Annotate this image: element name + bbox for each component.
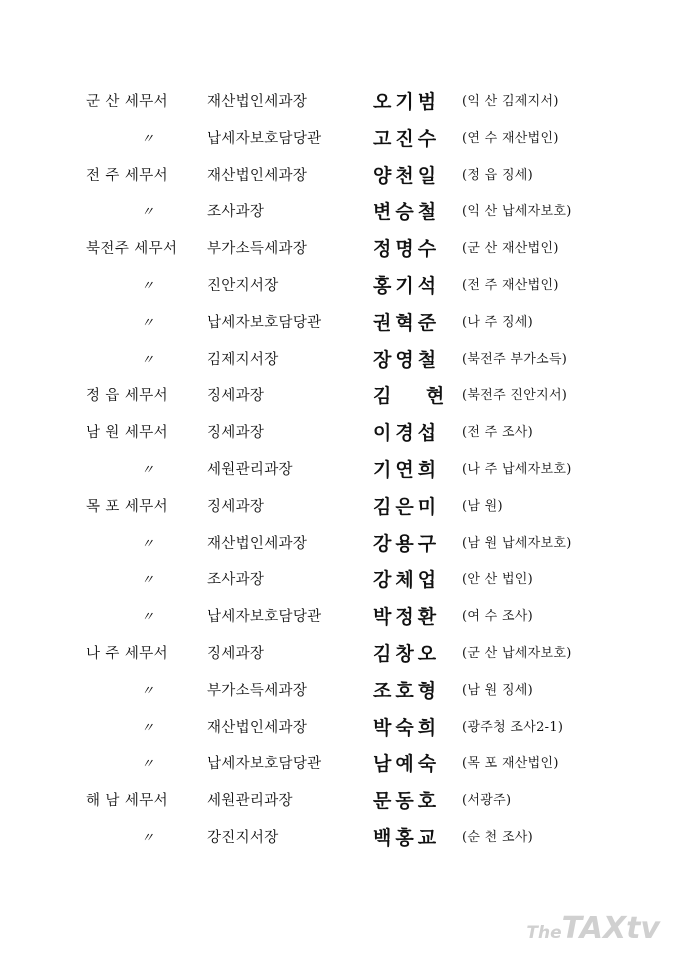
previous-post: (연 수 재산법인): [462, 130, 559, 146]
office-name: 나 주 세무서: [86, 645, 169, 662]
watermark-tax: TAX: [561, 911, 627, 946]
office-name: [86, 526, 196, 563]
person-name: 김은미: [373, 495, 441, 518]
person-name: 양천일: [373, 164, 441, 187]
department: 세원관리과장: [207, 793, 293, 810]
ditto-mark: 〃: [141, 462, 154, 478]
department: 납세자보호담당관: [207, 756, 322, 773]
office-name: [86, 305, 196, 342]
ditto-mark: 〃: [141, 573, 154, 589]
office-name: [86, 562, 196, 599]
list-row: [0, 84, 680, 121]
department: 재산법인세과장: [207, 719, 308, 736]
person-name: 권혁준: [373, 311, 441, 334]
list-row: [0, 452, 680, 489]
office-name: [86, 673, 196, 710]
previous-post: (남 원 징세): [462, 682, 534, 698]
list-row: [0, 268, 680, 305]
person-name: 조호형: [373, 679, 441, 702]
previous-post: (군 산 납세자보호): [462, 645, 572, 661]
list-row: [0, 489, 680, 526]
person-name: 고진수: [373, 127, 441, 150]
department: 납세자보호담당관: [207, 609, 322, 626]
previous-post: (목 포 재산법인): [462, 756, 559, 772]
office-name: 북전주 세무서: [86, 241, 178, 258]
department: 부가소득세과장: [207, 682, 308, 699]
list-row: [0, 820, 680, 857]
person-name: 홍기석: [373, 274, 441, 297]
person-name: 백홍교: [373, 826, 441, 849]
previous-post: (익 산 납세자보호): [462, 204, 572, 220]
list-row: [0, 194, 680, 231]
department: 진안지서장: [207, 277, 279, 294]
previous-post: (여 수 조사): [462, 609, 534, 625]
list-row: [0, 231, 680, 268]
previous-post: (나 주 납세자보호): [462, 461, 572, 477]
previous-post: (남 원 납세자보호): [462, 535, 572, 551]
ditto-mark: 〃: [141, 830, 154, 846]
person-name: 김창오: [373, 642, 441, 665]
department: 세원관리과장: [207, 461, 293, 478]
department: 재산법인세과장: [207, 167, 308, 184]
person-name: 장영철: [373, 348, 441, 371]
office-name: 남 원 세무서: [86, 425, 169, 442]
list-row: [0, 526, 680, 563]
ditto-mark: 〃: [141, 205, 154, 221]
department: 조사과장: [207, 204, 265, 221]
list-row: [0, 378, 680, 415]
ditto-mark: 〃: [141, 536, 154, 552]
department: 징세과장: [207, 388, 265, 405]
office-name: 해 남 세무서: [86, 793, 169, 810]
department: 조사과장: [207, 572, 265, 589]
office-name: 전 주 세무서: [86, 167, 169, 184]
office-name: [86, 746, 196, 783]
person-name: 강용구: [373, 532, 441, 555]
department: 김제지서장: [207, 351, 279, 368]
person-name: 문동호: [373, 790, 441, 813]
person-name: 정명수: [373, 238, 441, 261]
previous-post: (전 주 재산법인): [462, 277, 559, 293]
department: 징세과장: [207, 425, 265, 442]
watermark-tv: tv: [626, 911, 660, 946]
person-name: 남예숙: [373, 753, 441, 776]
personnel-list: [0, 84, 680, 857]
list-row: [0, 121, 680, 158]
list-row: [0, 783, 680, 820]
office-name: 군 산 세무서: [86, 94, 169, 110]
department: 징세과장: [207, 645, 265, 662]
previous-post: (광주청 조사2-1): [462, 719, 564, 735]
list-row: [0, 415, 680, 452]
department: 강진지서장: [207, 829, 279, 846]
list-row: [0, 342, 680, 379]
previous-post: (전 주 조사): [462, 425, 534, 441]
office-name: [86, 599, 196, 636]
previous-post: (북전주 부가소득): [462, 351, 568, 367]
previous-post: (안 산 법인): [462, 572, 534, 588]
office-name: [86, 452, 196, 489]
department: 납세자보호담당관: [207, 314, 322, 331]
list-row: [0, 673, 680, 710]
person-name: 김 현: [373, 385, 459, 408]
ditto-mark: 〃: [141, 757, 154, 773]
person-name: 기연희: [373, 458, 441, 481]
office-name: [86, 268, 196, 305]
previous-post: (순 천 조사): [462, 829, 534, 845]
ditto-mark: 〃: [141, 610, 154, 626]
person-name: 변승철: [373, 201, 441, 224]
ditto-mark: 〃: [141, 683, 154, 699]
previous-post: (정 읍 징세): [462, 167, 534, 183]
watermark-the: The: [526, 923, 562, 943]
department: 납세자보호담당관: [207, 130, 322, 147]
department: 부가소득세과장: [207, 241, 308, 258]
office-name: [86, 121, 196, 158]
list-row: [0, 158, 680, 195]
office-name: [86, 710, 196, 747]
ditto-mark: 〃: [141, 352, 154, 368]
department: 징세과장: [207, 498, 265, 515]
office-name: 정 읍 세무서: [86, 388, 169, 405]
list-row: [0, 599, 680, 636]
person-name: 박숙희: [373, 716, 441, 739]
person-name: 강체업: [373, 569, 441, 592]
ditto-mark: 〃: [141, 315, 154, 331]
previous-post: (남 원): [462, 498, 503, 514]
office-name: 목 포 세무서: [86, 498, 169, 515]
list-row: [0, 710, 680, 747]
previous-post: (나 주 징세): [462, 314, 534, 330]
office-name: [86, 342, 196, 379]
thetaxtv-watermark-logo: [526, 911, 660, 946]
list-row: [0, 305, 680, 342]
list-row: [0, 562, 680, 599]
ditto-mark: 〃: [141, 131, 154, 147]
ditto-mark: 〃: [141, 720, 154, 736]
office-name: [86, 820, 196, 857]
list-row: [0, 746, 680, 783]
list-row: [0, 636, 680, 673]
person-name: 이경섭: [373, 422, 441, 445]
person-name: 오기범: [373, 91, 441, 113]
ditto-mark: 〃: [141, 278, 154, 294]
department: 재산법인세과장: [207, 94, 308, 110]
person-name: 박정환: [373, 606, 441, 629]
previous-post: (북전주 진안지서): [462, 388, 568, 404]
department: 재산법인세과장: [207, 535, 308, 552]
previous-post: (익 산 김제지서): [462, 94, 559, 109]
previous-post: (군 산 재산법인): [462, 241, 559, 257]
office-name: [86, 194, 196, 231]
previous-post: (서광주): [462, 793, 512, 809]
